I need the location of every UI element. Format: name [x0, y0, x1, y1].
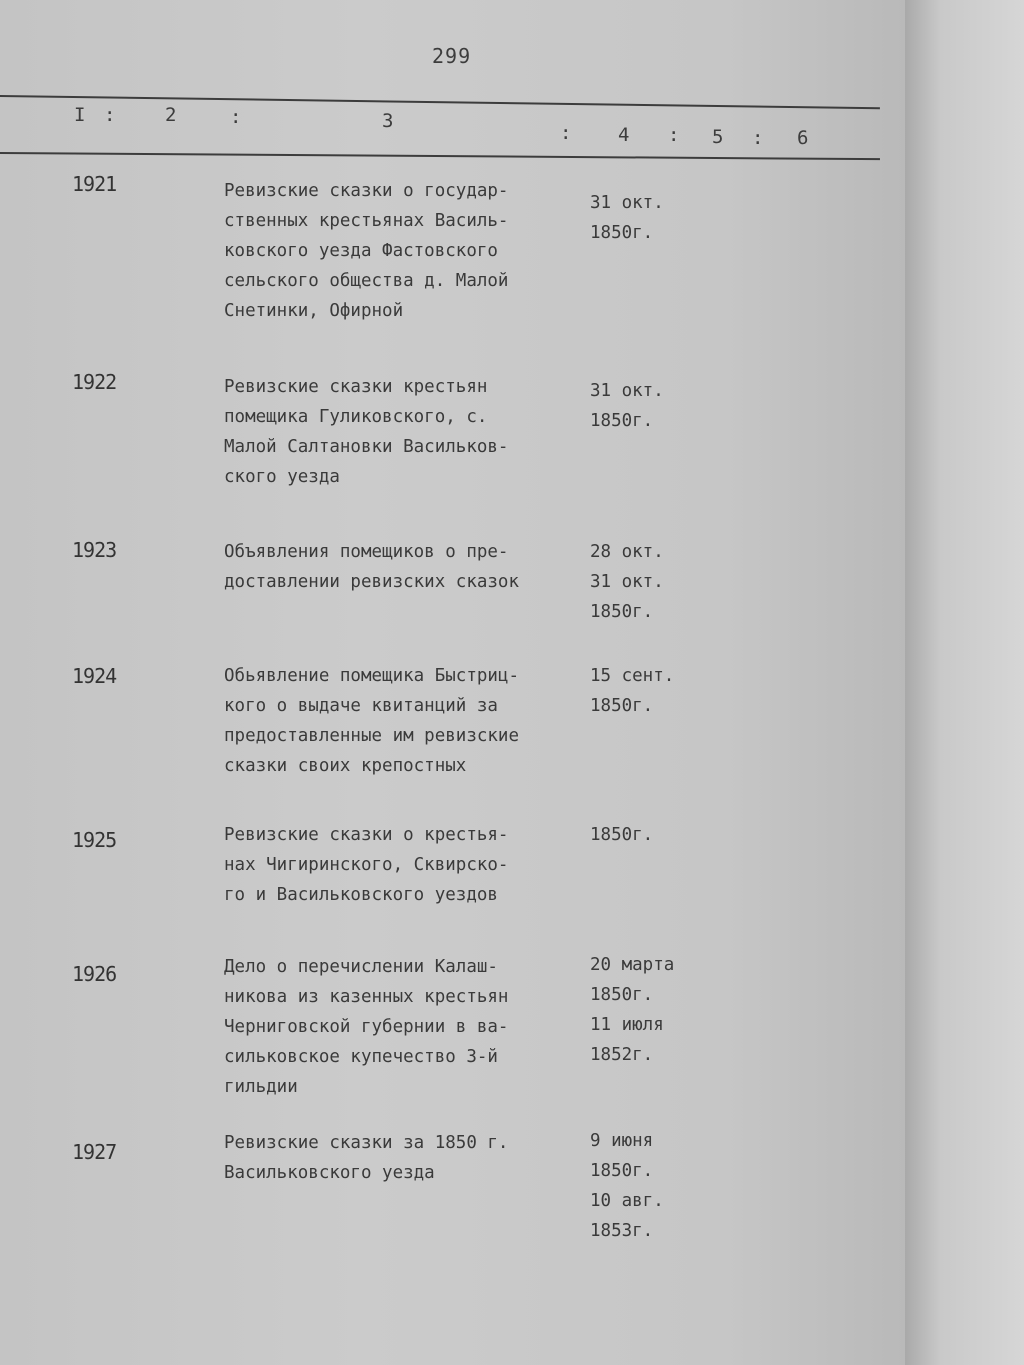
- entry-date: 31 окт. 1850г.: [590, 193, 664, 243]
- column-number-3: 3: [382, 110, 394, 132]
- entry-title: Ревизские сказки о государ- ственных крестьянах Василь- ковского уезда Фастовского сельского общества д. Малой Снетинки, Офирной: [224, 181, 509, 321]
- column-separator: :: [104, 104, 116, 126]
- column-number-2: 2: [165, 104, 177, 126]
- entry-number: 1927: [72, 1140, 117, 1164]
- entry-title: Ревизские сказки крестьян помещика Гуликовского, с. Малой Салтановки Васильков- ского уезда: [224, 377, 509, 487]
- column-separator: :: [560, 122, 572, 144]
- entry-title: Ревизские сказки о крестья- нах Чигиринского, Сквирско- го и Васильковского уездов: [224, 825, 509, 905]
- entry-date: 28 окт. 31 окт. 1850г.: [590, 542, 664, 622]
- column-number-4: 4: [618, 124, 630, 146]
- column-number-1: I: [74, 104, 86, 126]
- column-separator: :: [668, 124, 680, 146]
- header-rule-top: [0, 95, 880, 109]
- entry-date: 9 июня 1850г. 10 авг. 1853г.: [590, 1131, 664, 1241]
- entry-title: Ревизские сказки за 1850 г. Васильковского уезда: [224, 1133, 509, 1183]
- entry-number: 1925: [72, 828, 117, 852]
- page-number: 299: [432, 44, 472, 68]
- header-rule-bottom: [0, 152, 880, 160]
- entry-number: 1926: [72, 962, 117, 986]
- entry-number: 1921: [72, 172, 117, 196]
- column-separator: :: [752, 127, 764, 149]
- entry-number: 1924: [72, 664, 117, 688]
- column-separator: :: [230, 106, 242, 128]
- entry-title: Дело о перечислении Калаш- никова из казенных крестьян Черниговской губернии в ва- сильковское купечество 3-й гильдии: [224, 957, 509, 1097]
- entry-title: Объявления помещиков о пре- доставлении ревизских сказок: [224, 542, 520, 592]
- page-edge-shadow: [905, 0, 1024, 1365]
- entry-date: 20 марта 1850г. 11 июля 1852г.: [590, 955, 675, 1065]
- column-number-6: 6: [797, 127, 809, 149]
- column-number-5: 5: [712, 126, 724, 148]
- entry-date: 15 сент. 1850г.: [590, 666, 675, 716]
- entry-date: 31 окт. 1850г.: [590, 381, 664, 431]
- entry-number: 1923: [72, 538, 117, 562]
- entry-title: Обьявление помещика Быстриц- кого о выдаче квитанций за предоставленные им ревизские сказки своих крепостных: [224, 666, 520, 776]
- entry-number: 1922: [72, 370, 117, 394]
- entry-date: 1850г.: [590, 825, 654, 845]
